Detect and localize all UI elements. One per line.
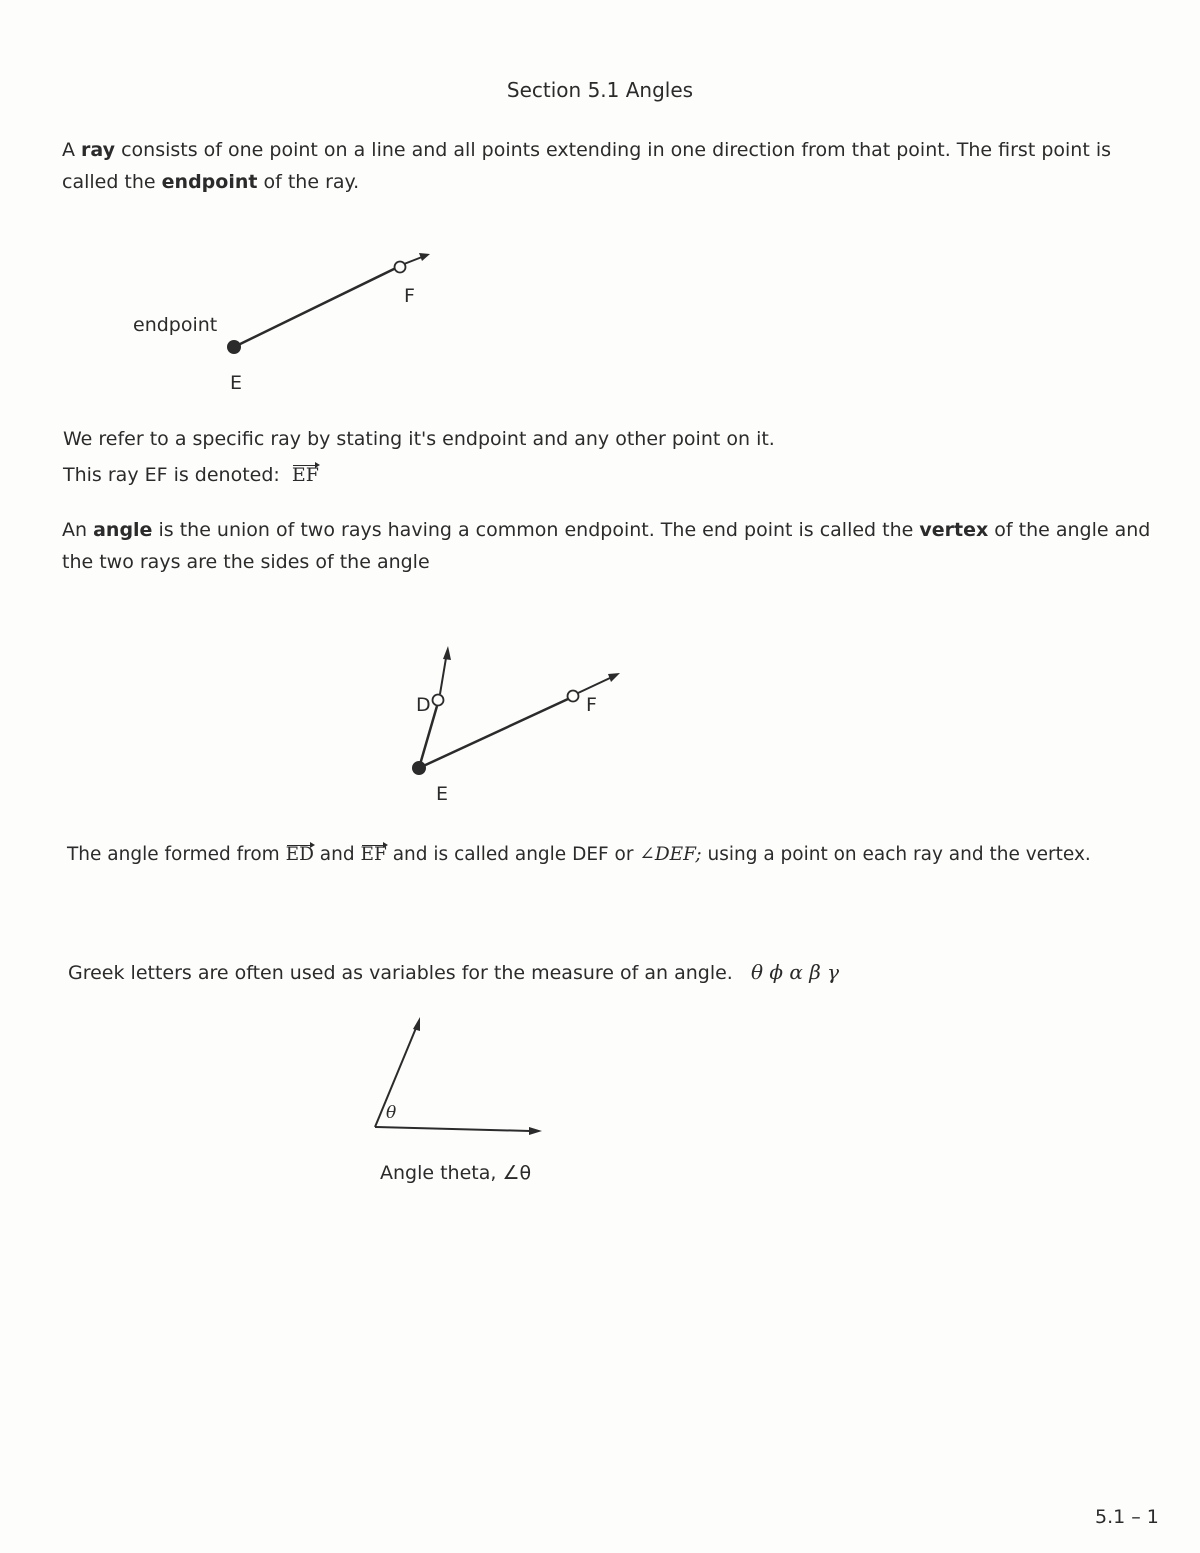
endpoint-label: endpoint bbox=[133, 314, 218, 336]
theta-ray-upper-arrowhead bbox=[413, 1017, 420, 1031]
page-number: 5.1 – 1 bbox=[1095, 1506, 1159, 1528]
term-ray: ray bbox=[81, 139, 116, 161]
vertex-e-label: E bbox=[436, 783, 449, 805]
ray-ed-symbol: ED bbox=[285, 844, 314, 865]
ray-notation-line2: This ray EF is denoted: EF bbox=[63, 464, 319, 486]
ray-ef-symbol: EF bbox=[291, 464, 319, 486]
ray-notation-line1: We refer to a specific ray by stating it's endpoint and any other point on it. bbox=[63, 428, 775, 450]
angle-def-notation: ∠DEF; bbox=[639, 844, 702, 865]
term-endpoint: endpoint bbox=[161, 171, 258, 193]
term-angle: angle bbox=[93, 519, 153, 541]
greek-sentence: Greek letters are often used as variables for the measure of an angle. θ ϕ α β γ bbox=[68, 960, 840, 984]
point-f-label: F bbox=[404, 285, 415, 307]
page-title: Section 5.1 Angles bbox=[506, 78, 694, 102]
greek-letters: θ ϕ α β γ bbox=[750, 960, 840, 984]
angle-theta-caption: Angle theta, ∠θ bbox=[380, 1162, 532, 1184]
point-e-label: E bbox=[230, 372, 243, 394]
theta-ray-lower bbox=[375, 1127, 530, 1131]
angle-naming-sentence: The angle formed from ED and EF and is called angle DEF or ∠DEF; using a point on each ray and the vertex. bbox=[67, 844, 1091, 865]
point-f2-label: F bbox=[586, 694, 597, 716]
theta-ray-lower-arrowhead bbox=[529, 1127, 542, 1135]
ray-definition: A ray consists of one point on a line and all points extending in one direction from that point. The first point is called the endpoint of the ray. bbox=[62, 139, 1111, 193]
theta-angle-label: θ bbox=[386, 1103, 397, 1123]
point-d-label: D bbox=[416, 694, 431, 716]
angle-definition: An angle is the union of two rays having a common endpoint. The end point is called the vertex of the angle and the two rays are the sides of the angle bbox=[62, 519, 1151, 573]
ray-ef-symbol-2: EF bbox=[360, 844, 387, 865]
term-vertex: vertex bbox=[919, 519, 989, 541]
